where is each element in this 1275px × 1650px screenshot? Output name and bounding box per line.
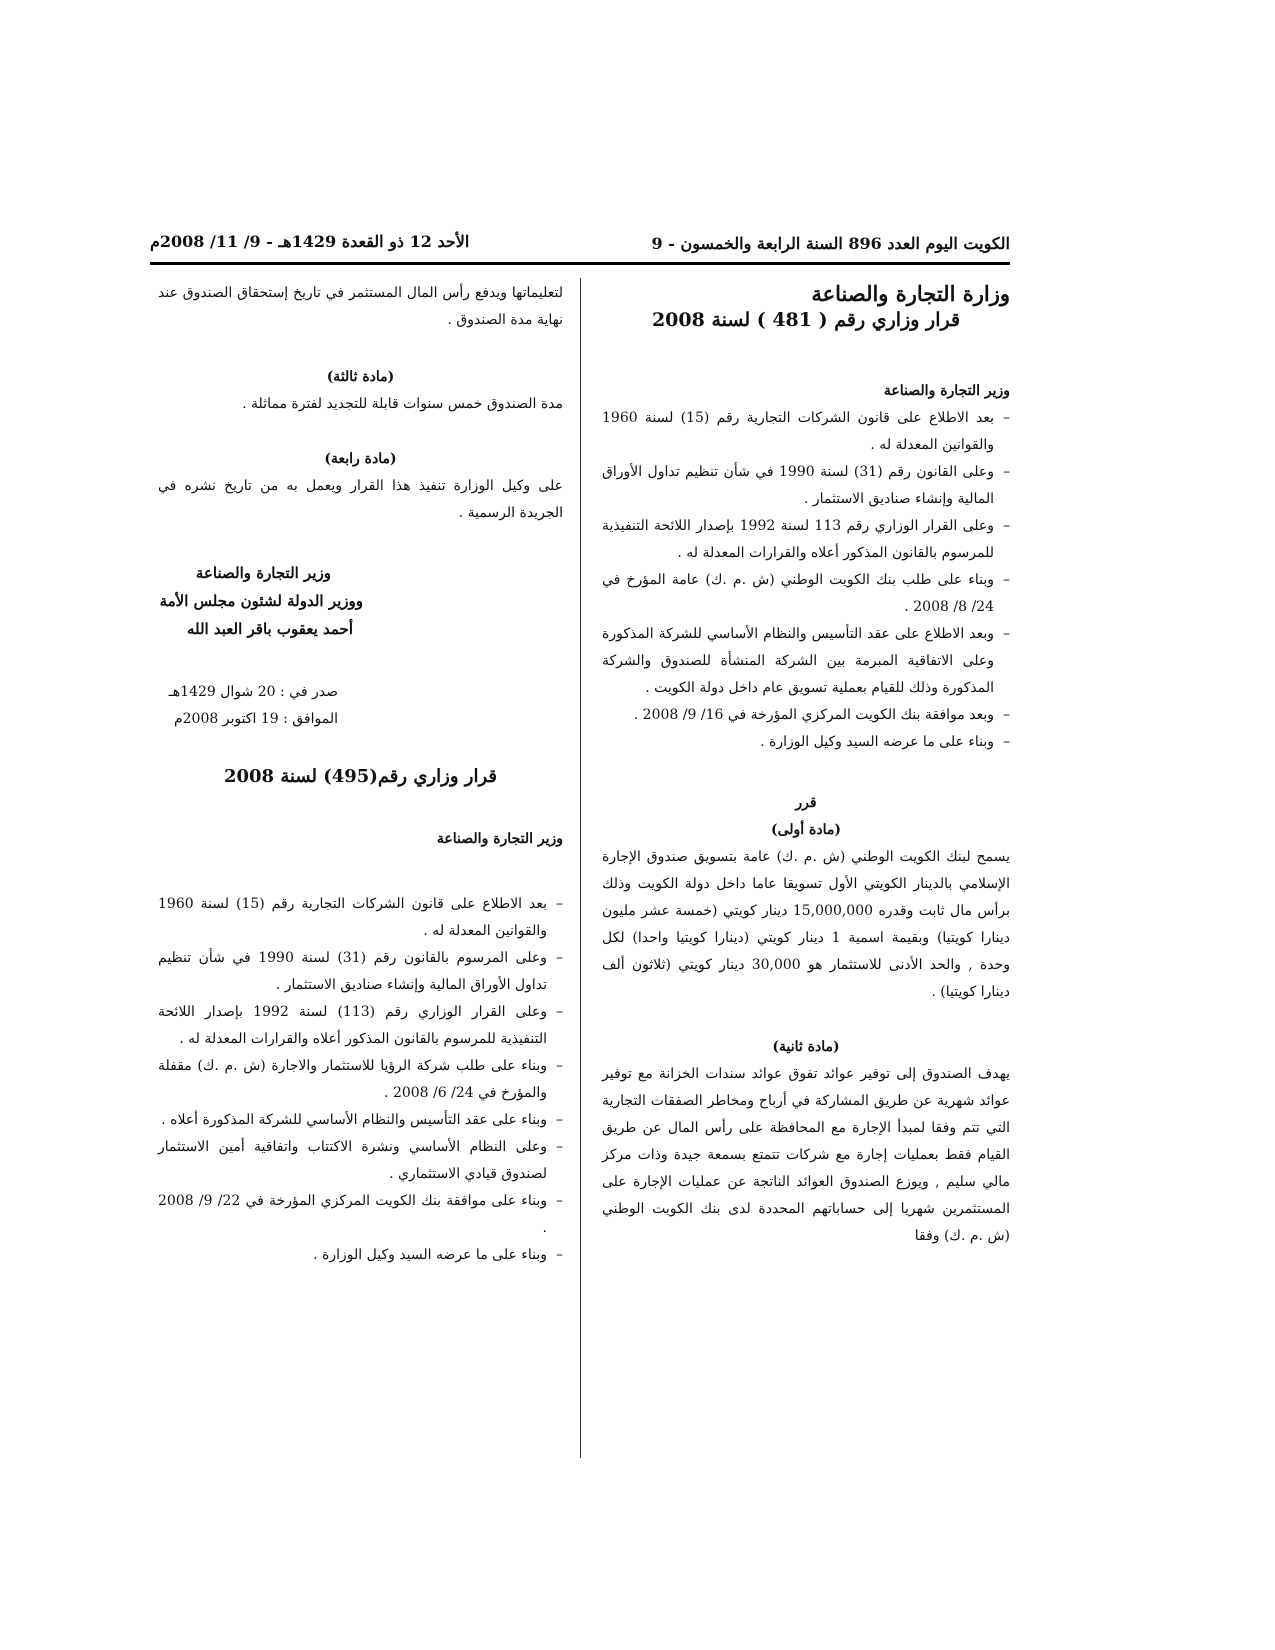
ministry-heading: وزارة التجارة والصناعة	[811, 281, 1010, 306]
recital: – وعلى النظام الأساسي ونشرة الاكتتاب واتفاقية أمين الاستثمار لصندوق قيادي الاستثماري .	[158, 1134, 563, 1188]
recital: – وعلى المرسوم بالقانون رقم (31) لسنة 1990 في شأن تنظيم تداول الأوراق المالية وإنشاء صناديق الاستثمار .	[158, 945, 563, 999]
decree-481-title: قرار وزاري رقم ( 481 ) لسنة 2008	[651, 309, 961, 331]
signature-block	[158, 559, 563, 643]
decided-heading: قرر	[795, 795, 817, 811]
running-header	[150, 228, 1010, 258]
recital: – وبناء على عقد التأسيس والنظام الأساسي للشركة المذكورة أعلاه .	[158, 1107, 563, 1134]
recital: – وعلى القرار الوزاري رقم 113 لسنة 1992 بإصدار اللائحة التنفيذية للمرسوم بالقانون المذكور أعلاه والقرارات المعدلة له .	[602, 513, 1010, 567]
article-3-title: (مادة ثالثة)	[326, 369, 395, 385]
recitals-list	[602, 405, 1010, 756]
column-divider	[580, 278, 581, 1458]
recitals-list-2	[158, 891, 563, 1269]
article-1-title: (مادة أولى)	[770, 822, 842, 838]
article-2-text: يهدف الصندوق إلى توفير عوائد تفوق عوائد سندات الخزانة مع توفير عوائد شهرية عن طريق المشاركة في أرباح ومخاطر الصفقات التجارية التي تتم وفقا لمبدأ الإجارة مع المحافظة على رأس المال عن طريق القيام فقط بعمليات إجارة مع شركات تتمتع بسمعة جيدة وذات مركز مالي سليم , ويوزع الصندوق العوائد الناتجة عن عمليات الإجارة على المستثمرين شهريا إلى حساباتهم المحددة لدى بنك الكويت الوطني (ش .م .ك) وفقا	[602, 1066, 1010, 1244]
signature-line: ووزير الدولة لشئون مجلس الأمة	[159, 592, 363, 610]
issue-info: الكويت اليوم العدد 896 السنة الرابعة والخمسون - 9	[651, 234, 1010, 253]
minister-line: وزير التجارة والصناعة	[883, 383, 1010, 399]
recital: – وبناء على طلب بنك الكويت الوطني (ش .م .ك) عامة المؤرخ في 24/ 8/ 2008 .	[602, 567, 1010, 621]
recital: – بعد الاطلاع على قانون الشركات التجارية رقم (15) لسنة 1960 والقوانين المعدلة له .	[158, 891, 563, 945]
signatory-name: أحمد يعقوب باقر العبد الله	[186, 620, 353, 638]
article-3-text: مدة الصندوق خمس سنوات قابلة للتجديد لفترة مماثلة .	[242, 396, 563, 412]
decree-495-title: قرار وزاري رقم(495) لسنة 2008	[223, 766, 498, 787]
recital: – وبعد الاطلاع على عقد التأسيس والنظام الأساسي للشركة المذكورة وعلى الاتفاقية المبرمة بين الشركة المنشأة للصندوق والشركة المذكورة وذلك للقيام بعملية تسويق عام داخل دولة الكويت .	[602, 621, 1010, 702]
minister-line-2: وزير التجارة والصناعة	[436, 831, 563, 847]
issue-date: الأحد 12 ذو القعدة 1429هـ - 9/ 11/ 2008م	[150, 232, 470, 251]
issued-date: صدر في : 20 شوال 1429هـ	[168, 684, 338, 700]
recital: – بعد الاطلاع على قانون الشركات التجارية رقم (15) لسنة 1960 والقوانين المعدلة له .	[602, 405, 1010, 459]
header-rule	[150, 262, 1010, 265]
issue-dates	[158, 679, 563, 733]
recital: – وبناء على طلب شركة الرؤيا للاستثمار والاجارة (ش .م .ك) مقفلة والمؤرخ في 24/ 6/ 2008 .	[158, 1053, 563, 1107]
article-4-title: (مادة رابعة)	[324, 451, 397, 467]
left-column	[158, 280, 563, 1269]
corresponding-date: الموافق : 19 اكتوبر 2008م	[173, 711, 338, 727]
article-4-text: على وكيل الوزارة تنفيذ هذا القرار ويعمل به من تاريخ نشره في الجريدة الرسمية .	[158, 478, 563, 521]
recital: – وبعد موافقة بنك الكويت المركزي المؤرخة في 16/ 9/ 2008 .	[602, 702, 1010, 729]
recital: – وبناء على ما عرضه السيد وكيل الوزارة .	[602, 729, 1010, 756]
right-column	[602, 280, 1010, 1250]
recital: – وعلى القانون رقم (31) لسنة 1990 في شأن تنظيم تداول الأوراق المالية وإنشاء صناديق الاستثمار .	[602, 459, 1010, 513]
article-2-title: (مادة ثانية)	[772, 1039, 840, 1055]
recital: – وبناء على ما عرضه السيد وكيل الوزارة .	[158, 1242, 563, 1269]
article-2-continuation: لتعليماتها ويدفع رأس المال المستثمر في تاريخ إستحقاق الصندوق عند نهاية مدة الصندوق .	[158, 285, 563, 328]
signature-line: وزير التجارة والصناعة	[195, 564, 331, 582]
recital: – وبناء على موافقة بنك الكويت المركزي المؤرخة في 22/ 9/ 2008 .	[158, 1188, 563, 1242]
recital: – وعلى القرار الوزاري رقم (113) لسنة 1992 بإصدار اللائحة التنفيذية للمرسوم بالقانون المذكور أعلاه والقرارات المعدلة له .	[158, 999, 563, 1053]
article-1-text: يسمح لبنك الكويت الوطني (ش .م .ك) عامة بتسويق صندوق الإجارة الإسلامي بالدينار الكويتي الأول تسويقا عاما داخل دولة الكويت وذلك برأس مال ثابت وقدره 15,000,000 دينار كويتي (خمسة عشر مليون دينارا كويتيا) وبقيمة اسمية 1 دينار كويتي (دينارا كويتيا واحدا) لكل وحدة , والحد الأدنى للاستثمار هو 30,000 دينار كويتي (ثلاثون ألف دينارا كويتيا) .	[602, 849, 1011, 1000]
